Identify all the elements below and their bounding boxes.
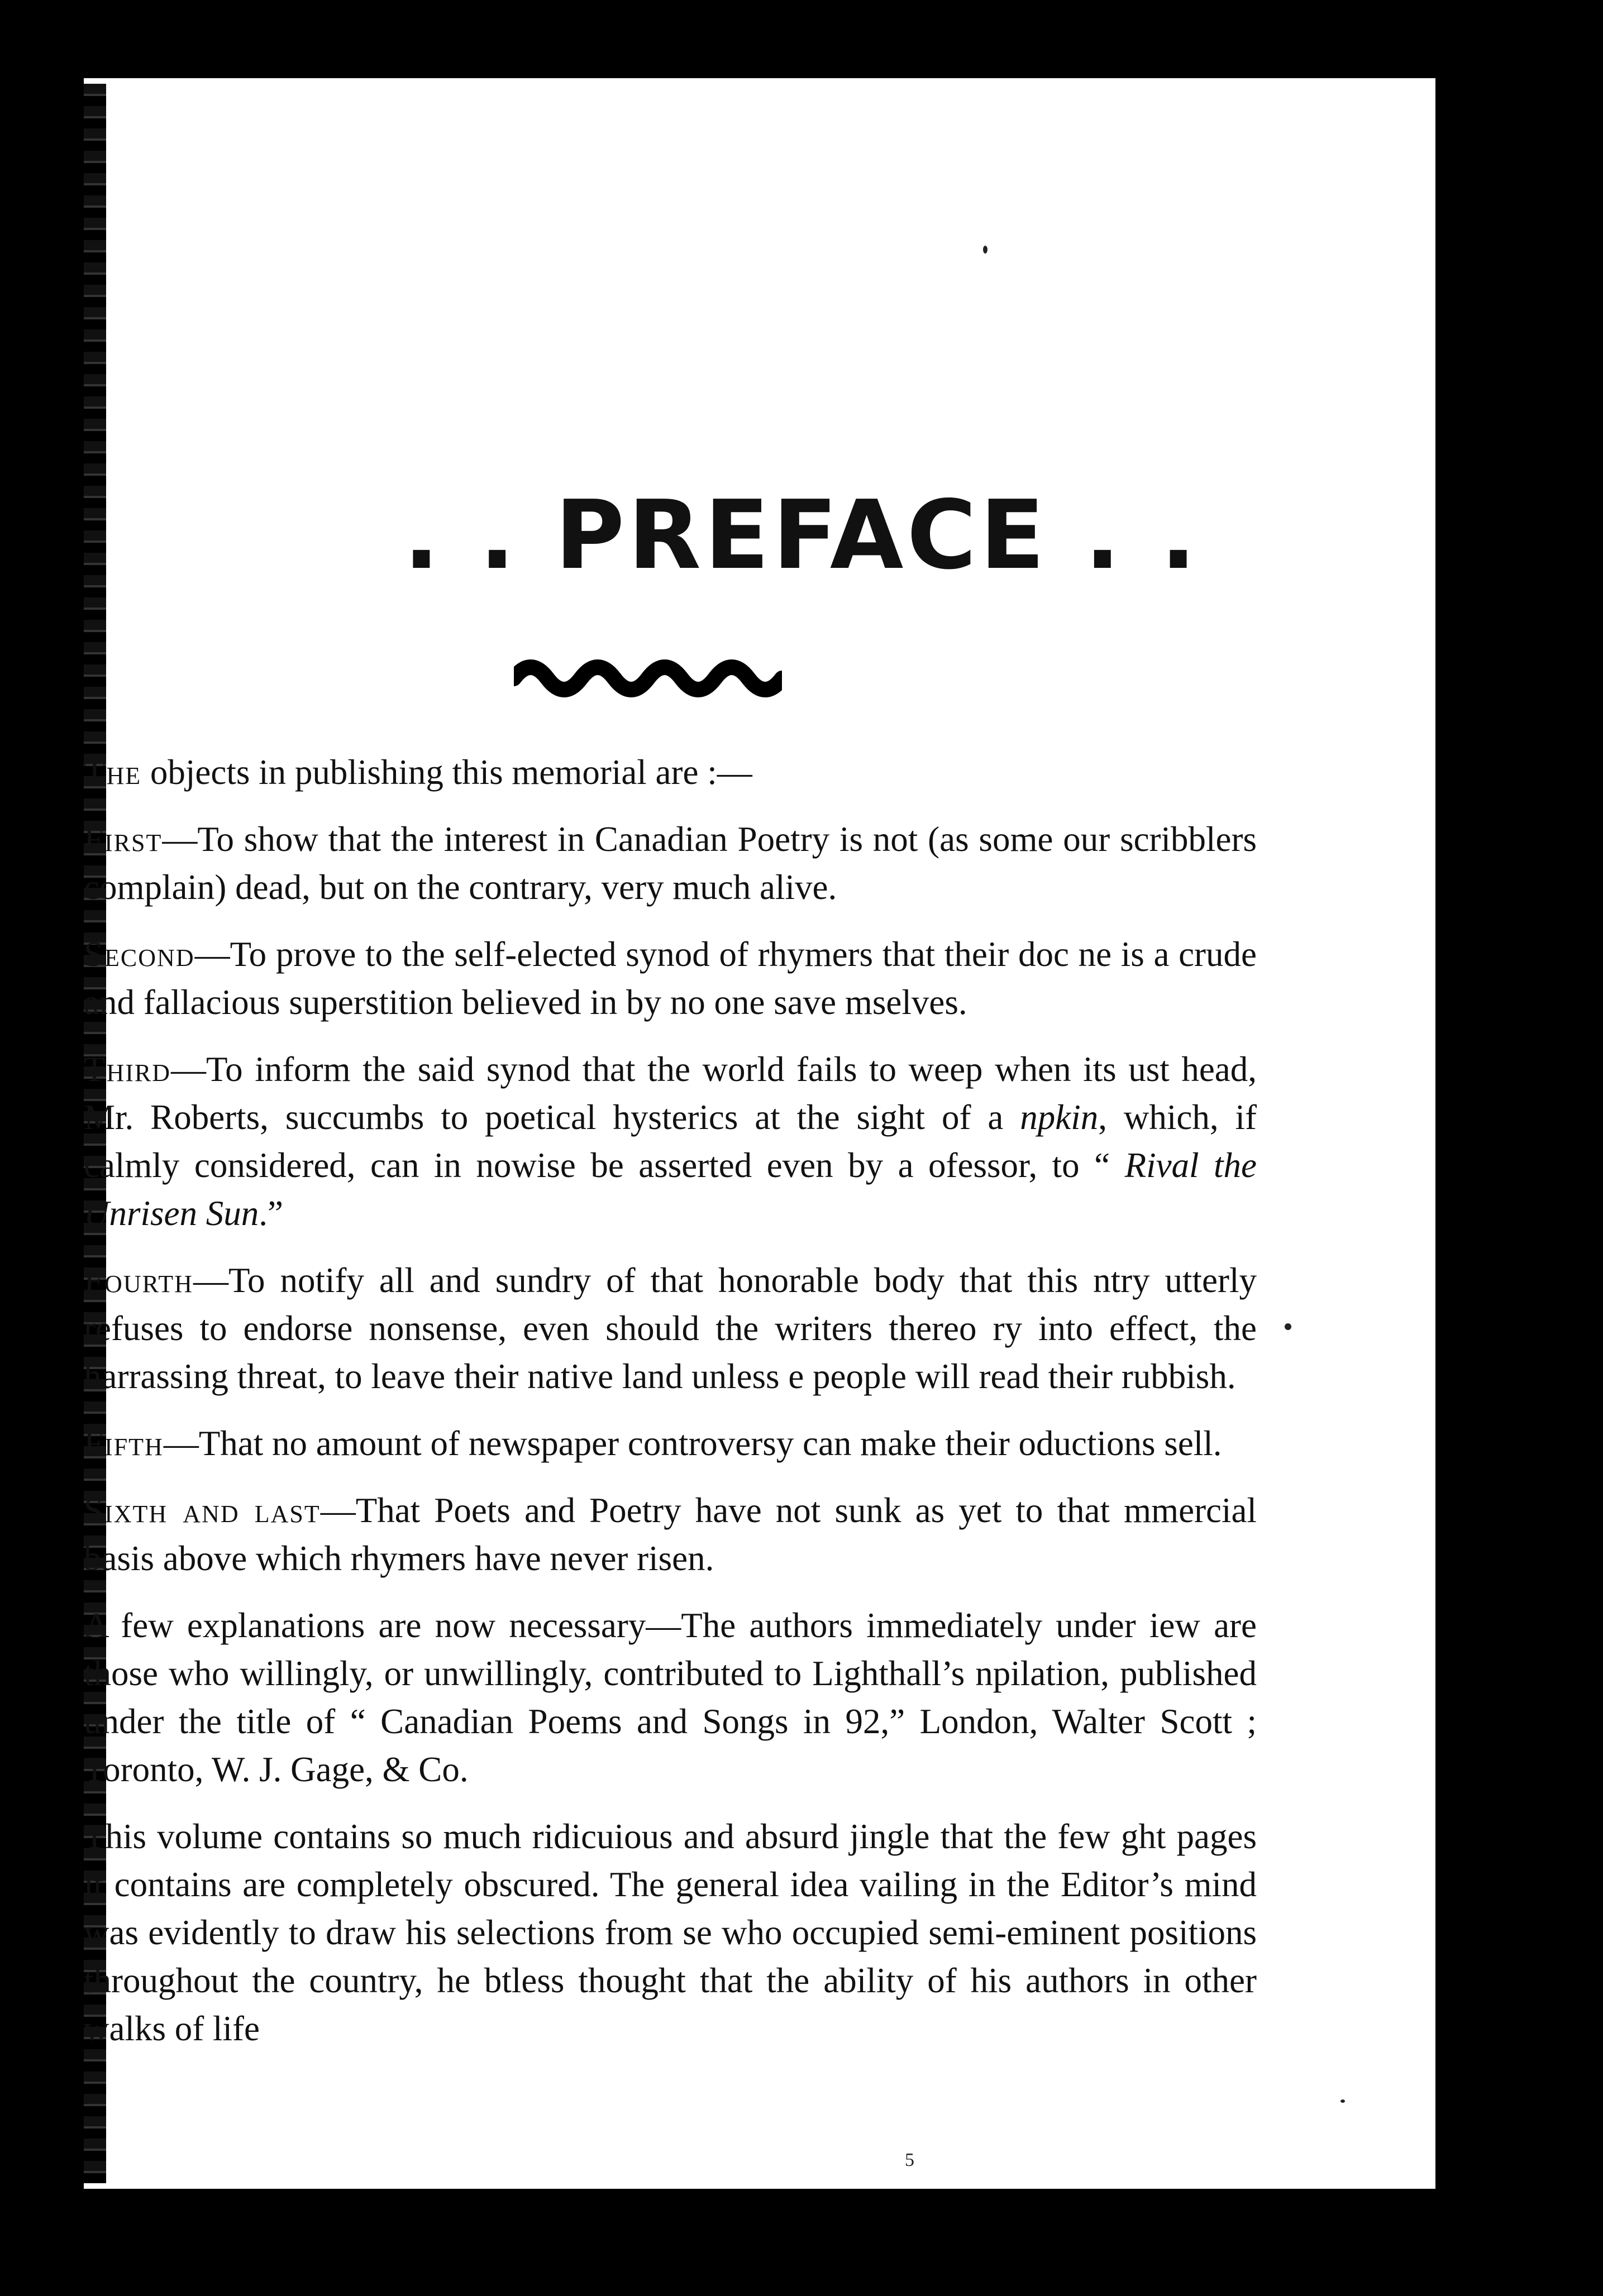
page-number: 5 xyxy=(905,2150,914,2170)
paragraph-intro: The objects in publishing this memorial are :— xyxy=(84,753,752,792)
wave-ornament-icon xyxy=(514,653,782,704)
ink-speck xyxy=(983,246,987,253)
paragraph-volume: This volume contains so much ridicuious and absurd jingle that the few ght pages it contains are completely obscured. The general idea vailing in the Editor’s mind was evidently to draw his selections from se who occupied semi-eminent positions throughout the country, he btless thought that the ability of his authors in other walks of life xyxy=(84,1817,1257,2048)
paragraph-sixth: Sixth and last—That Poets and Poetry have not sunk as yet to that mmercial basis above which rhymers have never risen. xyxy=(84,1491,1257,1578)
page-title: . . PREFACE . . xyxy=(403,480,1200,591)
paragraph-fourth: Fourth—To notify all and sundry of that honorable body that this ntry utterly refuses to endorse nonsense, even should the writers thereo ry into effect, the harrassing threat, to leave their native land unless e people will read their rubbish. xyxy=(84,1261,1257,1396)
paragraph-first: First—To show that the interest in Canadian Poetry is not (as some our scribblers complain) dead, but on the contrary, very much alive. xyxy=(84,820,1257,907)
ink-speck xyxy=(1340,2099,1345,2103)
paragraph-explanations: A few explanations are now necessary—The authors immediately under iew are those who willingly, or unwillingly, contributed to Lighthall’s npilation, published under the title of “ Canadian Poems and Songs in 92,” London, Walter Scott ; Toronto, W. J. Gage, & Co. xyxy=(84,1606,1257,1789)
paragraph-second: Second—To prove to the self-elected synod of rhymers that their doc ne is a crude and fallacious superstition believed in by no one save mselves. xyxy=(84,935,1257,1022)
paragraph-fifth: Fifth—That no amount of newspaper controversy can make their oductions sell. xyxy=(84,1424,1222,1463)
preface-body xyxy=(84,748,1257,2072)
paragraph-third: Third—To inform the said synod that the world fails to weep when its ust head, Mr. Roberts, succumbs to poetical hysterics at the sight of a npkin, which, if calmly considered, can in nowise be asserted even by a ofessor, to “ Rival the Unrisen Sun.” xyxy=(84,1050,1257,1233)
ink-speck xyxy=(1285,1323,1291,1330)
